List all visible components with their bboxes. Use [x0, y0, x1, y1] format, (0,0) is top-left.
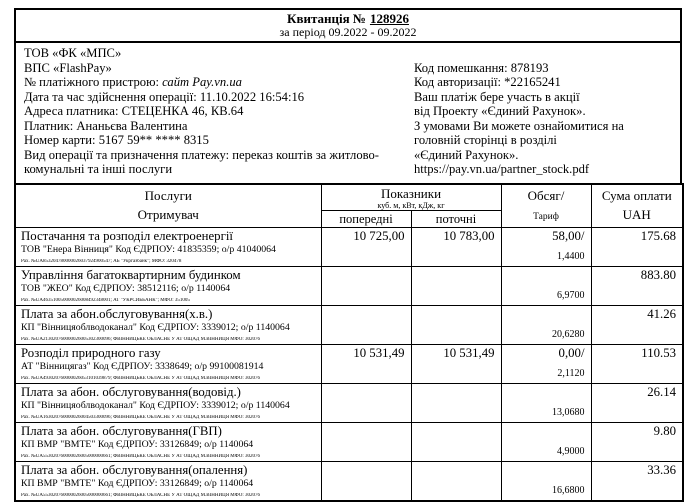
tariff-value: 4,9000 — [557, 446, 585, 457]
info-line — [24, 133, 414, 148]
header-sum-line2: UAH — [622, 207, 651, 222]
table-row — [15, 423, 683, 462]
info-line — [24, 46, 414, 61]
meter-previous-value — [321, 306, 411, 345]
service-cell — [15, 306, 321, 345]
table-row — [15, 267, 683, 306]
payer-info-right-column — [414, 46, 672, 179]
tariff-value: 2,1120 — [557, 368, 585, 379]
receipt-title-label: Квитанція № — [287, 11, 366, 26]
sum-value: 175.68 — [591, 228, 683, 267]
payer-info-left-column — [24, 46, 414, 179]
info-line — [24, 148, 414, 177]
info-line — [24, 104, 414, 119]
info-line: від Проекту «Єдиний Рахунок». — [414, 104, 586, 118]
tariff-value: 13,0680 — [552, 407, 585, 418]
payer-info-box — [14, 43, 682, 183]
sum-value: 26.14 — [591, 384, 683, 423]
sum-value: 33.36 — [591, 462, 683, 502]
info-line: «Єдиний Рахунок». — [414, 147, 519, 162]
service-account: Рах. №UA213020760000026005302300096; ФВІННИЦЬКЕ ОБЛАСНЕ У АТ ОЩАД М.ВІННИЦЯ МФО: 302076 — [21, 337, 260, 342]
sum-value: 110.53 — [591, 345, 683, 384]
meter-current-value — [411, 384, 501, 423]
info-line: Код авторизації: *22165241 — [414, 75, 561, 89]
info-line — [24, 90, 414, 105]
services-table-header — [15, 184, 683, 228]
service-cell — [15, 345, 321, 384]
receipt-number: 128926 — [369, 11, 409, 26]
table-row — [15, 228, 683, 267]
volume-tariff-cell — [501, 228, 591, 267]
header-indicators — [321, 184, 501, 211]
volume-value: 0,00/ — [558, 346, 585, 360]
info-line: Код помешкання: 878193 — [414, 60, 549, 75]
receipt-title — [16, 11, 680, 26]
table-row — [15, 345, 683, 384]
info-value-italic: сайт Pay.vn.ua — [162, 75, 242, 89]
service-cell — [15, 423, 321, 462]
info-text: ТОВ «ФК «МПС» — [24, 46, 122, 60]
volume-tariff-cell — [501, 306, 591, 345]
meter-previous-value — [321, 267, 411, 306]
service-name: Постачання та розподіл електроенергії — [21, 229, 233, 243]
header-services — [15, 184, 321, 228]
volume-tariff-cell — [501, 267, 591, 306]
receipt-period: за період 09.2022 - 09.2022 — [279, 25, 417, 39]
header-sum — [591, 184, 683, 228]
receipt-document — [14, 8, 682, 502]
service-name: Плата за абон. обслуговування(опалення) — [21, 463, 248, 477]
table-row — [15, 462, 683, 502]
sum-value: 9.80 — [591, 423, 683, 462]
service-account: Рах. №UA553020760000026005000000661; ФВІННИЦЬКЕ ОБЛАСНЕ У АТ ОЩАД М.ВІННИЦЯ МФО: 302076 — [21, 454, 260, 459]
tariff-value: 16,6800 — [552, 485, 585, 496]
service-cell — [15, 267, 321, 306]
services-table-body — [15, 228, 683, 502]
volume-tariff-cell — [501, 462, 591, 502]
info-text: Вид операції та призначення платежу: переказ коштів за житлово-комунальні та інші послуги — [24, 147, 379, 176]
meter-current-value: 10 783,00 — [411, 228, 501, 267]
header-services-line1: Послуги — [144, 188, 192, 203]
info-text: Дата та час здійснення операції: 11.10.2022 16:54:16 — [24, 89, 305, 104]
info-text: Номер карти: 5167 59** **** 8315 — [24, 133, 209, 147]
header-volume-tariff — [501, 184, 591, 228]
meter-current-value — [411, 462, 501, 502]
info-text: Адреса платника: СТЕЦЕНКА 46, КВ.64 — [24, 104, 244, 118]
service-name: Плата за абон.обслуговування(х.в.) — [21, 307, 213, 321]
service-account: Рах. №UA163020760000026004503300096; ФВІННИЦЬКЕ ОБЛАСНЕ У АТ ОЩАД М.ВІННИЦЯ МФО: 302076 — [21, 415, 260, 420]
meter-previous-value: 10 725,00 — [321, 228, 411, 267]
service-recipient: ТОВ "Енера Вінниця" Код ЄДРПОУ: 41835359; о/р 41040064 — [21, 244, 276, 255]
table-row — [15, 306, 683, 345]
table-row — [15, 384, 683, 423]
volume-tariff-cell — [501, 423, 591, 462]
tariff-value: 6,9700 — [557, 290, 585, 301]
service-recipient: ТОВ "ЖЕО" Код ЄДРПОУ: 38512116; о/р 1140064 — [21, 283, 231, 294]
header-services-line2: Отримувач — [137, 207, 199, 222]
service-account: Рах. №UA853204780000026037924900547; АБ "Укргазбанк"; МФО: 320478 — [21, 259, 182, 264]
service-name: Управління багатоквартирним будинком — [21, 268, 241, 282]
header-current: поточні — [411, 211, 501, 228]
info-line: https://pay.vn.ua/partner_stock.pdf — [414, 162, 590, 176]
header-sum-line1: Сума оплати — [601, 188, 672, 203]
volume-tariff-cell — [501, 345, 591, 384]
info-text: Платник: Ананьєва Валентина — [24, 118, 188, 133]
receipt-title-box — [14, 8, 682, 43]
header-previous: попередні — [321, 211, 411, 228]
meter-previous-value — [321, 462, 411, 502]
tariff-value: 1,4400 — [557, 251, 585, 262]
info-line — [24, 119, 414, 134]
service-recipient: КП ВМР "ВМТЕ" Код ЄДРПОУ: 33126849; о/р 1140064 — [21, 478, 254, 489]
volume-value: 58,00/ — [552, 229, 585, 243]
meter-previous-value: 10 531,49 — [321, 345, 411, 384]
service-account: Рах. №UA463510050000026008492348001; АТ "УКРСИББАНК"; МФО: 351005 — [21, 298, 190, 303]
meter-current-value — [411, 267, 501, 306]
service-recipient: КП ВМР "ВМТЕ" Код ЄДРПОУ: 33126849; о/р 1140064 — [21, 439, 254, 450]
service-recipient: КП "Вінницяоблводоканал" Код ЄДРПОУ: 3339012; о/р 1140064 — [21, 322, 290, 333]
service-name: Плата за абон. обслуговування(водовід.) — [21, 385, 241, 399]
header-indicators-units: куб. м, кВт, кДж, кг — [377, 201, 445, 210]
info-line — [24, 75, 414, 90]
meter-previous-value — [321, 423, 411, 462]
meter-previous-value — [321, 384, 411, 423]
service-cell — [15, 384, 321, 423]
service-recipient: КП "Вінницяоблводоканал" Код ЄДРПОУ: 3339012; о/р 1140064 — [21, 400, 290, 411]
service-cell — [15, 462, 321, 502]
volume-tariff-cell — [501, 384, 591, 423]
meter-current-value — [411, 306, 501, 345]
info-line: З умовами Ви можете ознайомитися на — [414, 118, 624, 133]
header-indicators-label: Показники — [380, 186, 442, 201]
sum-value: 883.80 — [591, 267, 683, 306]
service-name: Розподіл природного газу — [21, 346, 161, 360]
info-line — [24, 61, 414, 76]
services-table — [14, 183, 684, 502]
header-volume-line2: Тариф — [533, 212, 559, 222]
service-name: Плата за абон. обслуговування(ГВП) — [21, 424, 222, 438]
info-line: головній сторінці в розділі — [414, 133, 557, 147]
info-line: Ваш платіж бере участь в акції — [414, 89, 580, 104]
service-recipient: АТ "Вінницягаз" Код ЄДРПОУ: 3338649; о/р 99100081914 — [21, 361, 264, 372]
info-text: ВПС «FlashPay» — [24, 60, 112, 75]
tariff-value: 20,6280 — [552, 329, 585, 340]
service-account: Рах. №UA493020760000026053101039879; ФВІННИЦЬКЕ ОБЛАСНЕ У АТ ОЩАД М.ВІННИЦЯ МФО: 302076 — [21, 376, 260, 381]
sum-value: 41.26 — [591, 306, 683, 345]
info-label: № платіжного пристрою: — [24, 75, 163, 89]
header-volume-line1: Обсяг/ — [527, 188, 565, 203]
service-cell — [15, 228, 321, 267]
meter-current-value — [411, 423, 501, 462]
meter-current-value: 10 531,49 — [411, 345, 501, 384]
service-account: Рах. №UA553020760000026005000000661; ФВІННИЦЬКЕ ОБЛАСНЕ У АТ ОЩАД М.ВІННИЦЯ МФО: 302076 — [21, 493, 260, 498]
